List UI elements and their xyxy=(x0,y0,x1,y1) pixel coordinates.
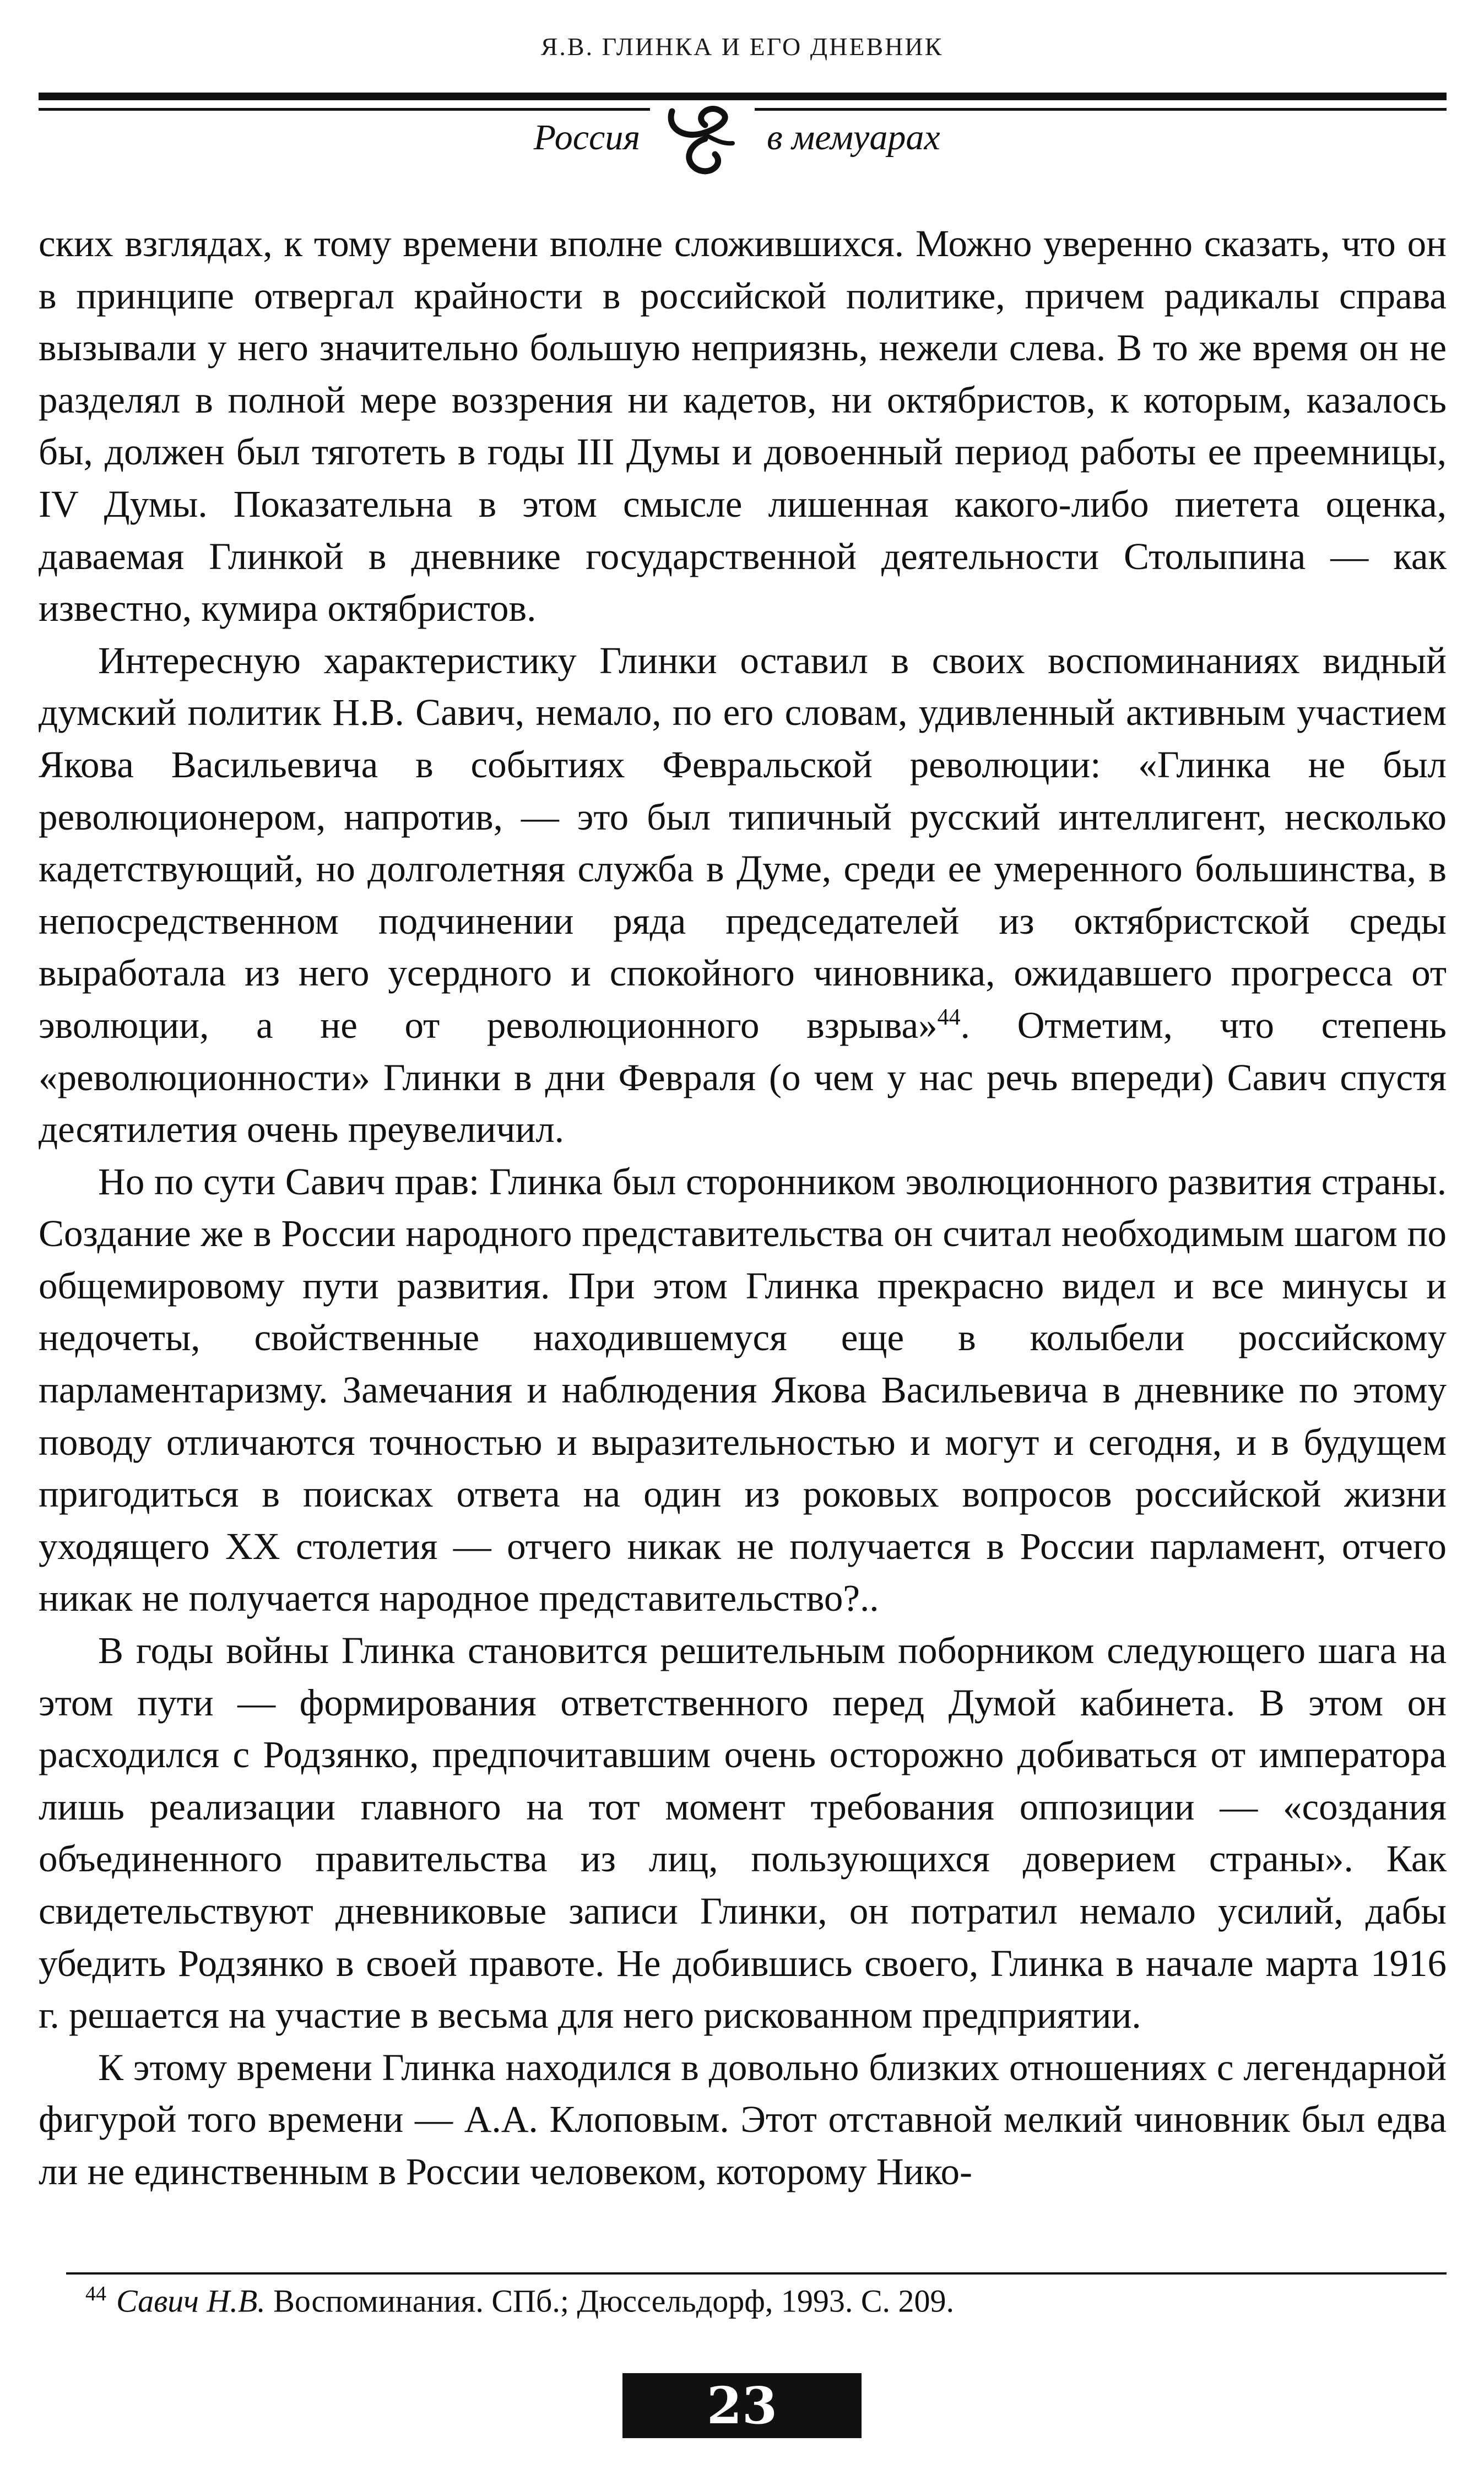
series-title-right: в мемуарах xyxy=(760,117,947,159)
body-text xyxy=(39,218,1447,2198)
footnote-text: Воспоминания. СПб.; Дюссельдорф, 1993. С. 209. xyxy=(273,2283,955,2319)
paragraph-2 xyxy=(39,635,1447,1156)
footnote-number: 44 xyxy=(85,2282,106,2305)
paragraph-2-text: Интересную характеристику Глинки оставил в своих воспоминаниях видный думский политик Н.В. Савич, немало, по его словам, удивленный активным участием Якова Васильевича в событиях Февральской революции: «Глинка не был революционером, напротив, — это был типичный русский интеллигент, несколько кадетствующий, но долголетняя служба в Думе, среди ее умеренного большинства, в непосредственном подчинении ряда председателей из октябристской среды выработала из него усердного и спокойного чиновника, ожидавшего прогресса от эволюции, а не от революционного взрыва» xyxy=(39,639,1447,1046)
footnote-rule xyxy=(66,2272,1447,2275)
header-rule-thick xyxy=(39,93,1447,100)
paragraph-2-text-after: . Отметим, что степень «революционности» Глинки в дни Февраля (о чем у нас речь впереди) Савич спустя десятилетия очень преувеличил. xyxy=(39,1004,1447,1151)
series-title xyxy=(0,108,1484,180)
paragraph-4: В годы войны Глинка становится решительным поборником следующего шага на этом пути — формирования ответственного перед Думой кабинета. В этом он расходился с Родзянко, предпочитавшим очень осторожно добиваться от императора лишь реализации главного на тот момент требования оппозиции — «создания объединенного правительства из лиц, пользующихся доверием страны». Как свидетельствуют дневниковые записи Глинки, он потратил немало усилий, дабы убедить Родзянко в своей правоте. Не добившись своего, Глинка в начале марта 1916 г. решается на участие в весьма для него рискованном предприятии. xyxy=(39,1629,1447,2037)
paragraph-1: ских взглядах, к тому времени вполне сложившихся. Можно уверенно сказать, что он в принципе отвергал крайности в российской политике, причем радикалы справа вызывали у него значительно большую неприязнь, нежели слева. В то же время он не разделял в полной мере воззрения ни кадетов, ни октябристов, к которым, казалось бы, должен был тяготеть в годы III Думы и довоенный период работы ее преемницы, IV Думы. Показательна в этом смысле лишенная какого-либо пиетета оценка, даваемая Глинкой в дневнике государственной деятельности Столыпина — как известно, кумира октябристов. xyxy=(39,223,1447,630)
paragraph-3: Но по сути Савич прав: Глинка был сторонником эволюционного развития страны. Создание же в России народного представительства он считал необходимым шагом по общемировому пути развития. При этом Глинка прекрасно видел и все минусы и недочеты, свойственные находившемуся еще в колыбели российскому парламентаризму. Замечания и наблюдения Якова Васильевича в дневнике по этому поводу отличаются точностью и выразительностью и могут и сегодня, и в будущем пригодиться в поисках ответа на один из роковых вопросов российской жизни уходящего XX столетия — отчего никак не получается в России парламент, отчего никак не получается народное представительство?.. xyxy=(39,1160,1447,1620)
series-logo-icon xyxy=(650,100,755,183)
footnote-ref: 44 xyxy=(937,1004,961,1030)
running-head: Я.В. ГЛИНКА И ЕГО ДНЕВНИК xyxy=(540,33,944,61)
footnote xyxy=(85,2282,954,2319)
page-number: 23 xyxy=(622,2373,862,2438)
series-title-left: Россия xyxy=(527,117,647,159)
footnote-author: Савич Н.В. xyxy=(116,2283,266,2319)
paragraph-5: К этому времени Глинка находился в довольно близких отношениях с легендарной фигурой того времени — А.А. Клоповым. Этот отставной мелкий чиновник был едва ли не единственным в России человеком, которому Нико- xyxy=(39,2046,1447,2192)
